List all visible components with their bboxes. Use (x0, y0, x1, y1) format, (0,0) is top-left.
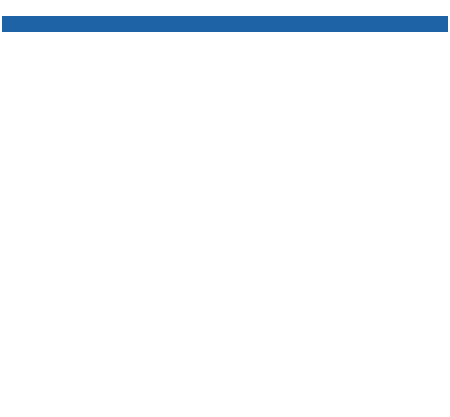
page-title (4, 2, 446, 15)
header-status (238, 16, 324, 32)
header-notes (2, 16, 236, 32)
table-header (2, 16, 448, 32)
table-body (2, 34, 448, 398)
footer-note (2, 400, 448, 414)
header-indicator (326, 16, 424, 32)
header-row-no (426, 16, 448, 32)
